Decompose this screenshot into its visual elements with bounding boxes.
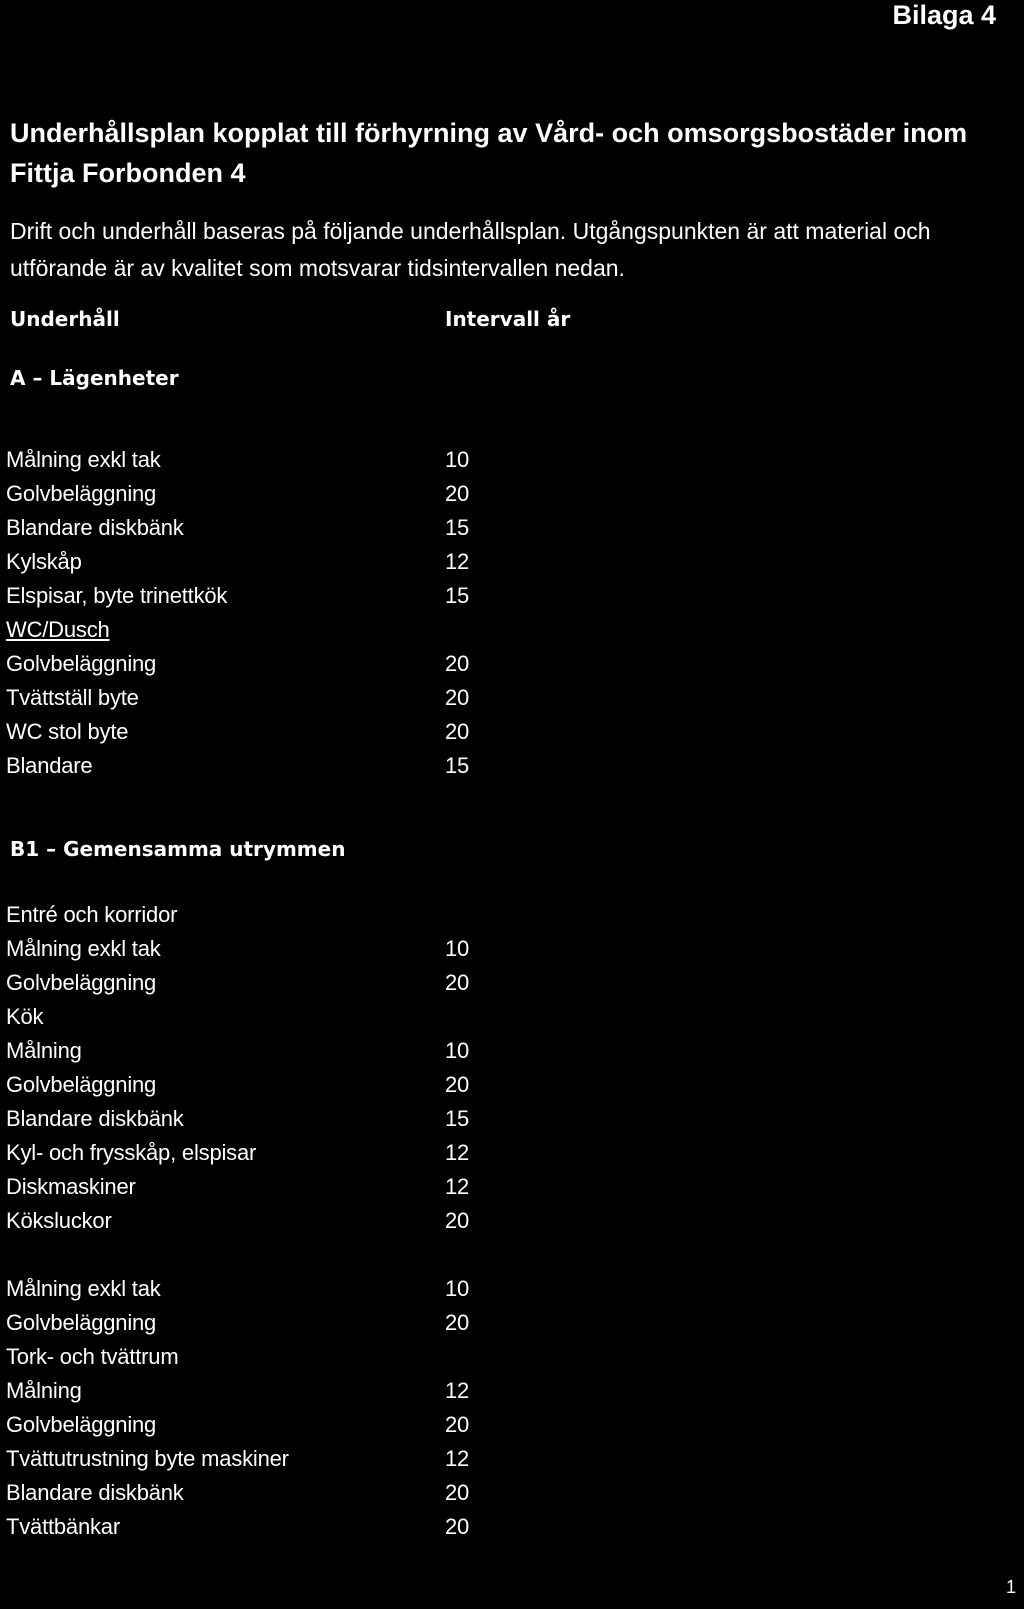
row-years: 10 — [445, 1038, 470, 1063]
column-header-interval: Intervall år — [445, 307, 571, 331]
table-row — [6, 1102, 486, 1136]
row-item: WC stol byte — [6, 719, 129, 744]
table-row — [6, 1068, 486, 1102]
row-item: Golvbeläggning — [6, 651, 157, 676]
document-title: Underhållsplan kopplat till förhyrning av Vård- och omsorgsbostäder inom Fittja Forbonden 4 — [10, 118, 968, 188]
row-years: 12 — [445, 549, 470, 574]
section-a-list — [6, 443, 486, 783]
subheading-row — [6, 898, 486, 932]
row-years: 12 — [445, 1378, 470, 1403]
row-subheading: WC/Dusch — [6, 617, 110, 642]
table-row — [6, 443, 486, 477]
section-heading-a: A – Lägenheter — [10, 366, 179, 390]
row-item: Kylskåp — [6, 549, 82, 574]
row-years: 12 — [445, 1174, 470, 1199]
table-row — [6, 749, 486, 783]
intro-paragraph: Drift och underhåll baseras på följande underhållsplan. Utgångspunkten är att material och utförande är av kvalitet som motsvarar tidsintervallen nedan. — [10, 218, 931, 281]
row-item: Målning — [6, 1378, 82, 1403]
page-number: 1 — [1005, 1577, 1016, 1597]
row-item: Elspisar, byte trinettkök — [6, 583, 228, 608]
row-years: 20 — [445, 1072, 470, 1097]
row-item: Målning exkl tak — [6, 936, 161, 961]
table-row — [6, 545, 486, 579]
row-years: 15 — [445, 515, 470, 540]
row-years: 15 — [445, 753, 470, 778]
row-years: 20 — [445, 1412, 470, 1437]
row-item: Målning — [6, 1038, 82, 1063]
row-item: Blandare diskbänk — [6, 515, 184, 540]
table-row — [6, 715, 486, 749]
row-subheading: Tork- och tvättrum — [6, 1344, 179, 1369]
row-years: 20 — [445, 481, 470, 506]
row-item: Golvbeläggning — [6, 1072, 157, 1097]
table-row — [6, 1204, 486, 1238]
row-years: 12 — [445, 1140, 470, 1165]
section-b1-list — [6, 898, 486, 1544]
row-item: Tvättställ byte — [6, 685, 139, 710]
row-years: 10 — [445, 936, 470, 961]
row-years: 20 — [445, 651, 470, 676]
row-years: 20 — [445, 970, 470, 995]
table-row — [6, 1034, 486, 1068]
row-item: Blandare diskbänk — [6, 1106, 184, 1131]
row-years: 15 — [445, 1106, 470, 1131]
row-years: 12 — [445, 1446, 470, 1471]
row-item: Golvbeläggning — [6, 1310, 157, 1335]
table-row — [6, 966, 486, 1000]
row-years: 20 — [445, 1514, 470, 1539]
row-years: 20 — [445, 1208, 470, 1233]
column-header-item: Underhåll — [10, 307, 120, 331]
table-row — [6, 1136, 486, 1170]
row-subheading: Entré och korridor — [6, 902, 178, 927]
row-item: Golvbeläggning — [6, 481, 157, 506]
row-years: 15 — [445, 583, 470, 608]
row-item: Diskmaskiner — [6, 1174, 136, 1199]
table-row — [6, 1510, 486, 1544]
row-item: Blandare — [6, 753, 93, 778]
table-row — [6, 579, 486, 613]
table-row — [6, 1170, 486, 1204]
table-row — [6, 1408, 486, 1442]
table-row — [6, 1306, 486, 1340]
row-years: 20 — [445, 1310, 470, 1335]
row-item: Tvättutrustning byte maskiner — [6, 1446, 289, 1471]
row-subheading: Kök — [6, 1004, 44, 1029]
table-row — [6, 681, 486, 715]
row-years: 20 — [445, 685, 470, 710]
row-item: Golvbeläggning — [6, 1412, 157, 1437]
subheading-row — [6, 613, 486, 647]
table-row — [6, 511, 486, 545]
table-row — [6, 1476, 486, 1510]
table-row — [6, 1272, 486, 1306]
row-item: Målning exkl tak — [6, 447, 161, 472]
blank-row — [6, 1238, 486, 1272]
table-row — [6, 647, 486, 681]
row-item: Blandare diskbänk — [6, 1480, 184, 1505]
row-years: 20 — [445, 719, 470, 744]
row-item: Köksluckor — [6, 1208, 112, 1233]
subheading-row — [6, 1340, 486, 1374]
table-row — [6, 1442, 486, 1476]
section-heading-b1: B1 – Gemensamma utrymmen — [10, 837, 346, 861]
subheading-row — [6, 1000, 486, 1034]
row-years: 10 — [445, 1276, 470, 1301]
row-item: Golvbeläggning — [6, 970, 157, 995]
row-item: Kyl- och frysskåp, elspisar — [6, 1140, 257, 1165]
table-row — [6, 932, 486, 966]
annex-label: Bilaga 4 — [892, 0, 996, 30]
row-item: Målning exkl tak — [6, 1276, 161, 1301]
row-years: 10 — [445, 447, 470, 472]
row-item: Tvättbänkar — [6, 1514, 120, 1539]
row-years: 20 — [445, 1480, 470, 1505]
table-row — [6, 1374, 486, 1408]
table-row — [6, 477, 486, 511]
